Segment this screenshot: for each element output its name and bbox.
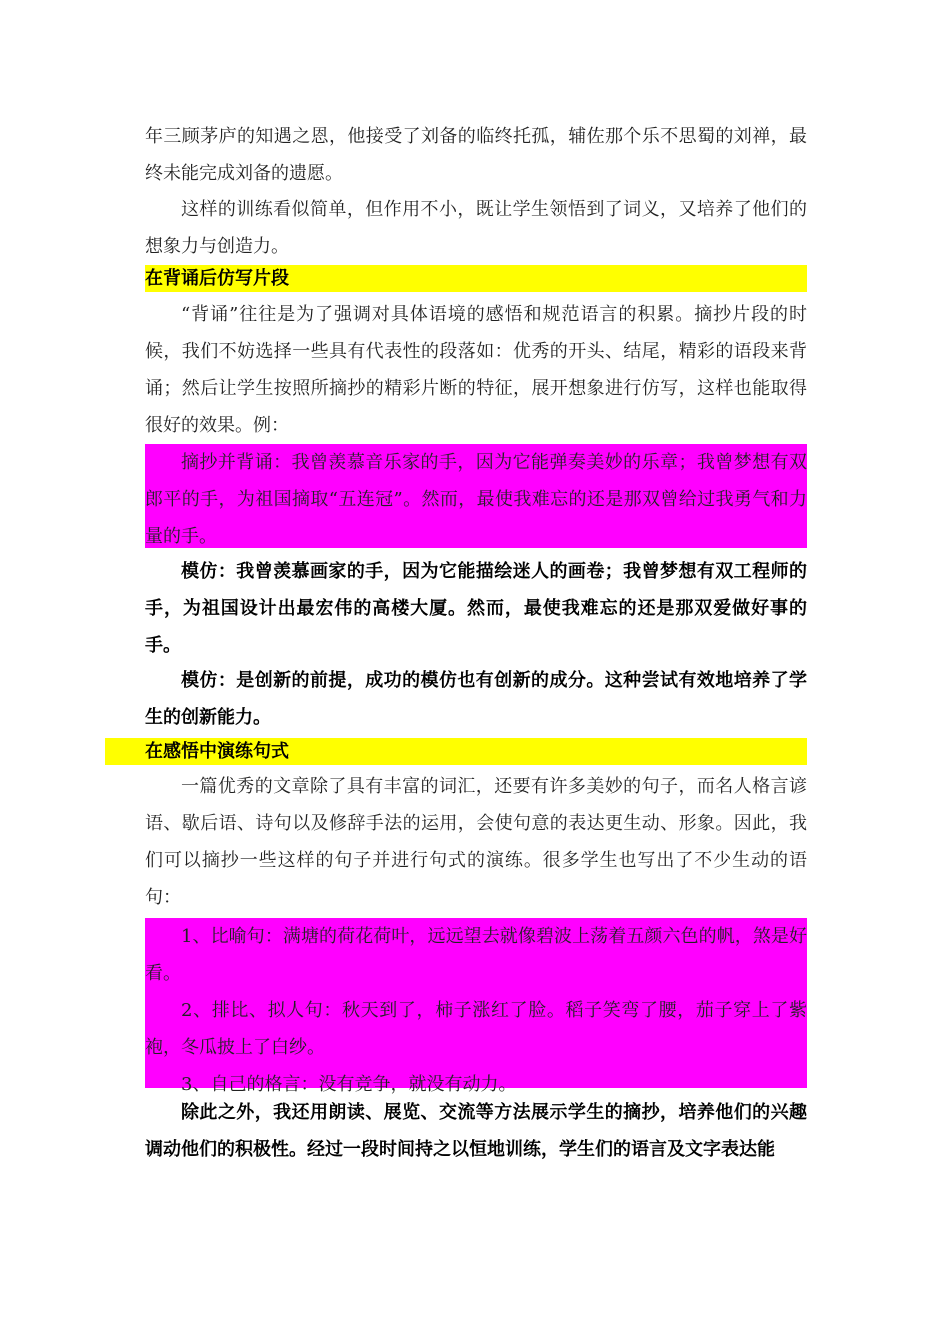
paragraph-sentences: 一篇优秀的文章除了具有丰富的词汇，还要有许多美妙的句子，而名人格言谚语、歇后语、诗句以及修辞手法的运用，会使句意的表达更生动、形象。因此，我们可以摘抄一些这样的句子并进行句式的演练。很多学生也写出了不少生动的语句： [145,776,807,908]
paragraph-intro-end: 年三顾茅庐的知遇之恩，他接受了刘备的临终托孤，辅佐那个乐不思蜀的刘禅，最终未能完成刘备的遗愿。 [145,126,807,184]
excerpt-block [145,444,807,548]
paragraph-imitate-2: 模仿：是创新的前提，成功的模仿也有创新的成分。这种尝试有效地培养了学生的创新能力。 [145,670,807,728]
example-simile: 1、比喻句：满塘的荷花荷叶，远远望去就像碧波上荡着五颜六色的帆，煞是好看。 [145,926,807,984]
example-motto: 3、自己的格言：没有竞争，就没有动力。 [181,1074,517,1095]
paragraph-recite: “背诵”往往是为了强调对具体语境的感悟和规范语言的积累。摘抄片段的时候，我们不妨选择一些具有代表性的段落如：优秀的开头、结尾，精彩的语段来背诵；然后让学生按照所摘抄的精彩片断的特征，展开想象进行仿写，这样也能取得很好的效果。例： [145,304,807,436]
section-heading-sentences-text: 在感悟中演练句式 [145,741,289,762]
paragraph-training: 这样的训练看似简单，但作用不小，既让学生领悟到了词义，又培养了他们的想象力与创造力。 [145,199,807,257]
examples-block [145,918,807,1095]
section-heading-recite [145,265,807,292]
paragraph-imitate-1: 模仿：我曾羡慕画家的手，因为它能描绘迷人的画卷；我曾梦想有双工程师的手，为祖国设计出最宏伟的高楼大厦。然而，最使我难忘的还是那双爱做好事的手。 [145,561,807,656]
paragraph-excerpt: 摘抄并背诵：我曾羡慕音乐家的手，因为它能弹奏美妙的乐章；我曾梦想有双郎平的手，为祖国摘取“五连冠”。然而，最使我难忘的还是那双曾给过我勇气和力量的手。 [145,452,807,547]
paragraph-closing: 除此之外，我还用朗读、展览、交流等方法展示学生的摘抄，培养他们的兴趣调动他们的积极性。经过一段时间持之以恒地训练，学生们的语言及文字表达能 [145,1102,807,1160]
section-heading-recite-text: 在背诵后仿写片段 [145,268,289,289]
section-heading-sentences [105,738,807,765]
example-parallelism: 2、排比、拟人句：秋天到了，柿子涨红了脸。稻子笑弯了腰，茄子穿上了紫袍，冬瓜披上了白纱。 [145,1000,807,1058]
